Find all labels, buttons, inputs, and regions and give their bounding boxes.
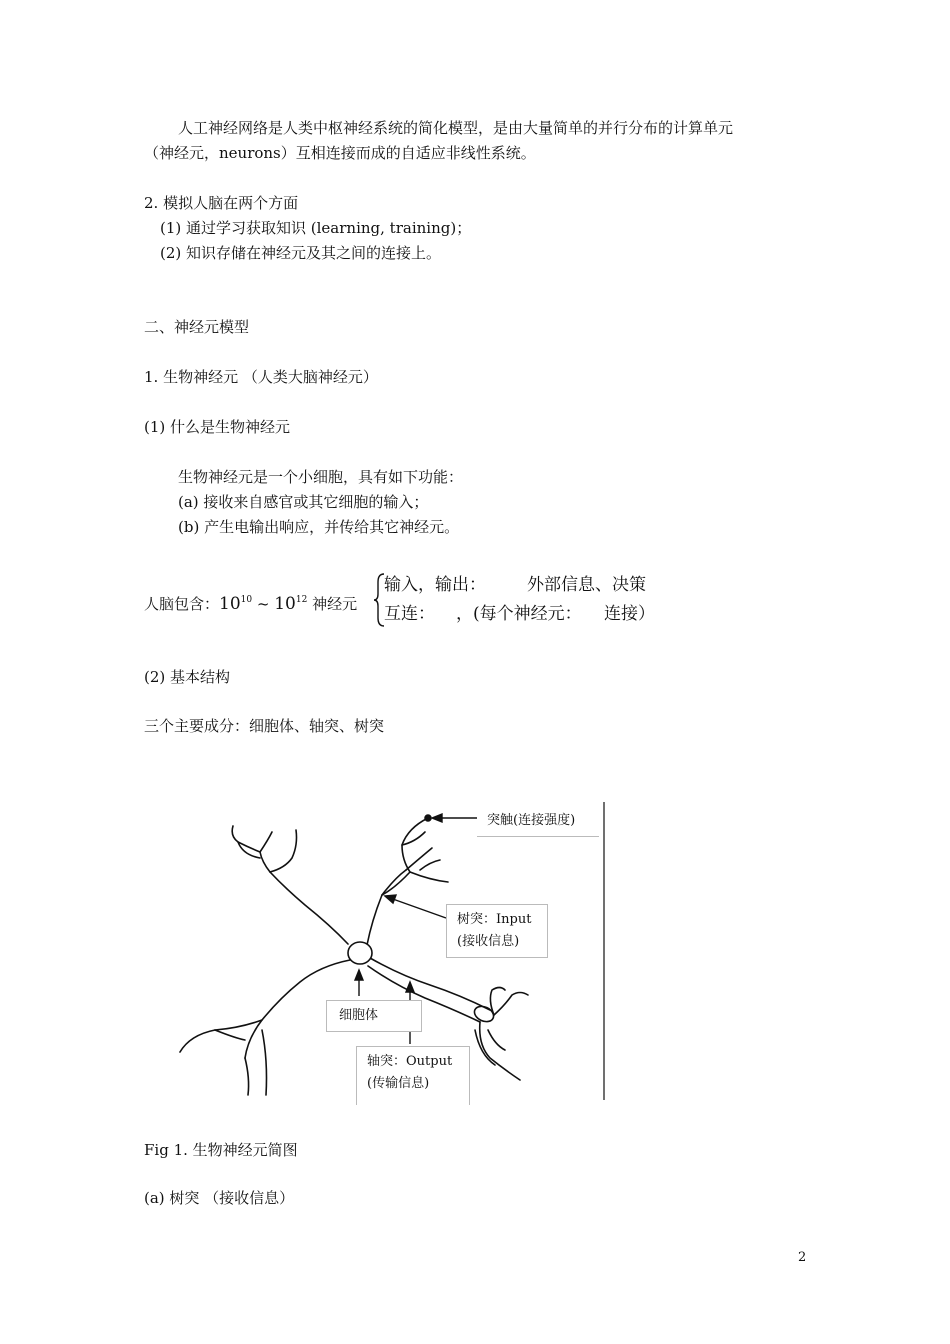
axon-label-line-1: 轴突：Output — [367, 1054, 453, 1069]
function-a: (a) 接收来自感官或其它细胞的输入； — [178, 493, 429, 511]
brain-base-2: 10 — [274, 594, 296, 614]
intro-line-1: 人工神经网络是人类中枢神经系统的简化模型，是由大量简单的并行分布的计算单元 — [178, 119, 734, 137]
axon-label-box — [356, 1046, 470, 1105]
simulate-item-1: (1) 通过学习获取知识 (learning, training)； — [160, 219, 472, 237]
dendrite-label-line-1: 树突：Input — [457, 912, 532, 927]
brain-prefix: 人脑包含： — [144, 595, 220, 613]
what-heading: (1) 什么是生物神经元 — [144, 418, 291, 436]
brain-exp-2: 12 — [295, 595, 308, 605]
dendrite-label-line-2: (接收信息) — [457, 934, 520, 949]
interconnect-row-left: 互连： — [384, 604, 435, 624]
structure-components: 三个主要成分：细胞体、轴突、树突 — [144, 717, 385, 735]
soma — [348, 942, 372, 964]
brain-suffix: 神经元 — [307, 595, 358, 613]
function-b: (b) 产生电输出响应，并传给其它神经元。 — [178, 518, 460, 536]
intro-line-2: （神经元，neurons）互相连接而成的自适应非线性系统。 — [144, 144, 536, 162]
neuron-description: 生物神经元是一个小细胞，具有如下功能： — [178, 468, 464, 486]
simulate-item-2: (2) 知识存储在神经元及其之间的连接上。 — [160, 244, 442, 262]
simulate-heading: 2. 模拟人脑在两个方面 — [144, 194, 299, 212]
arrow-dendrite — [385, 895, 396, 903]
arrow-axon — [406, 982, 414, 992]
soma-label-box — [326, 1000, 422, 1032]
arrow-synapse — [432, 814, 442, 822]
arrow-soma — [355, 970, 363, 980]
dendrite-label-box — [446, 904, 548, 958]
interconnect-row-right: 连接） — [604, 604, 655, 624]
bio-neuron-heading: 1. 生物神经元 （人类大脑神经元） — [144, 368, 378, 386]
interconnect-row-mid: ，(每个神经元： — [456, 604, 582, 624]
brain-base-1: 10 — [219, 594, 241, 614]
brain-exp-1: 10 — [240, 595, 253, 605]
soma-label: 细胞体 — [339, 1008, 379, 1023]
synapse-dot — [425, 815, 431, 821]
page-number: 2 — [798, 1250, 807, 1265]
brain-tilde: ~ — [252, 595, 275, 613]
section-heading: 二、神经元模型 — [144, 318, 250, 336]
io-row-right: 外部信息、决策 — [527, 575, 646, 595]
axon-label-line-2: (传输信息) — [367, 1076, 430, 1091]
dendrite-item: (a) 树突 （接收信息） — [144, 1189, 295, 1207]
io-row-left: 输入，输出： — [384, 575, 486, 595]
synapse-label: 突触(连接强度) — [487, 813, 576, 828]
figure-caption: Fig 1. 生物神经元简图 — [144, 1141, 298, 1159]
synapse-label-box — [477, 806, 599, 837]
structure-heading: (2) 基本结构 — [144, 668, 231, 686]
dendrite-upper-left — [260, 852, 348, 944]
